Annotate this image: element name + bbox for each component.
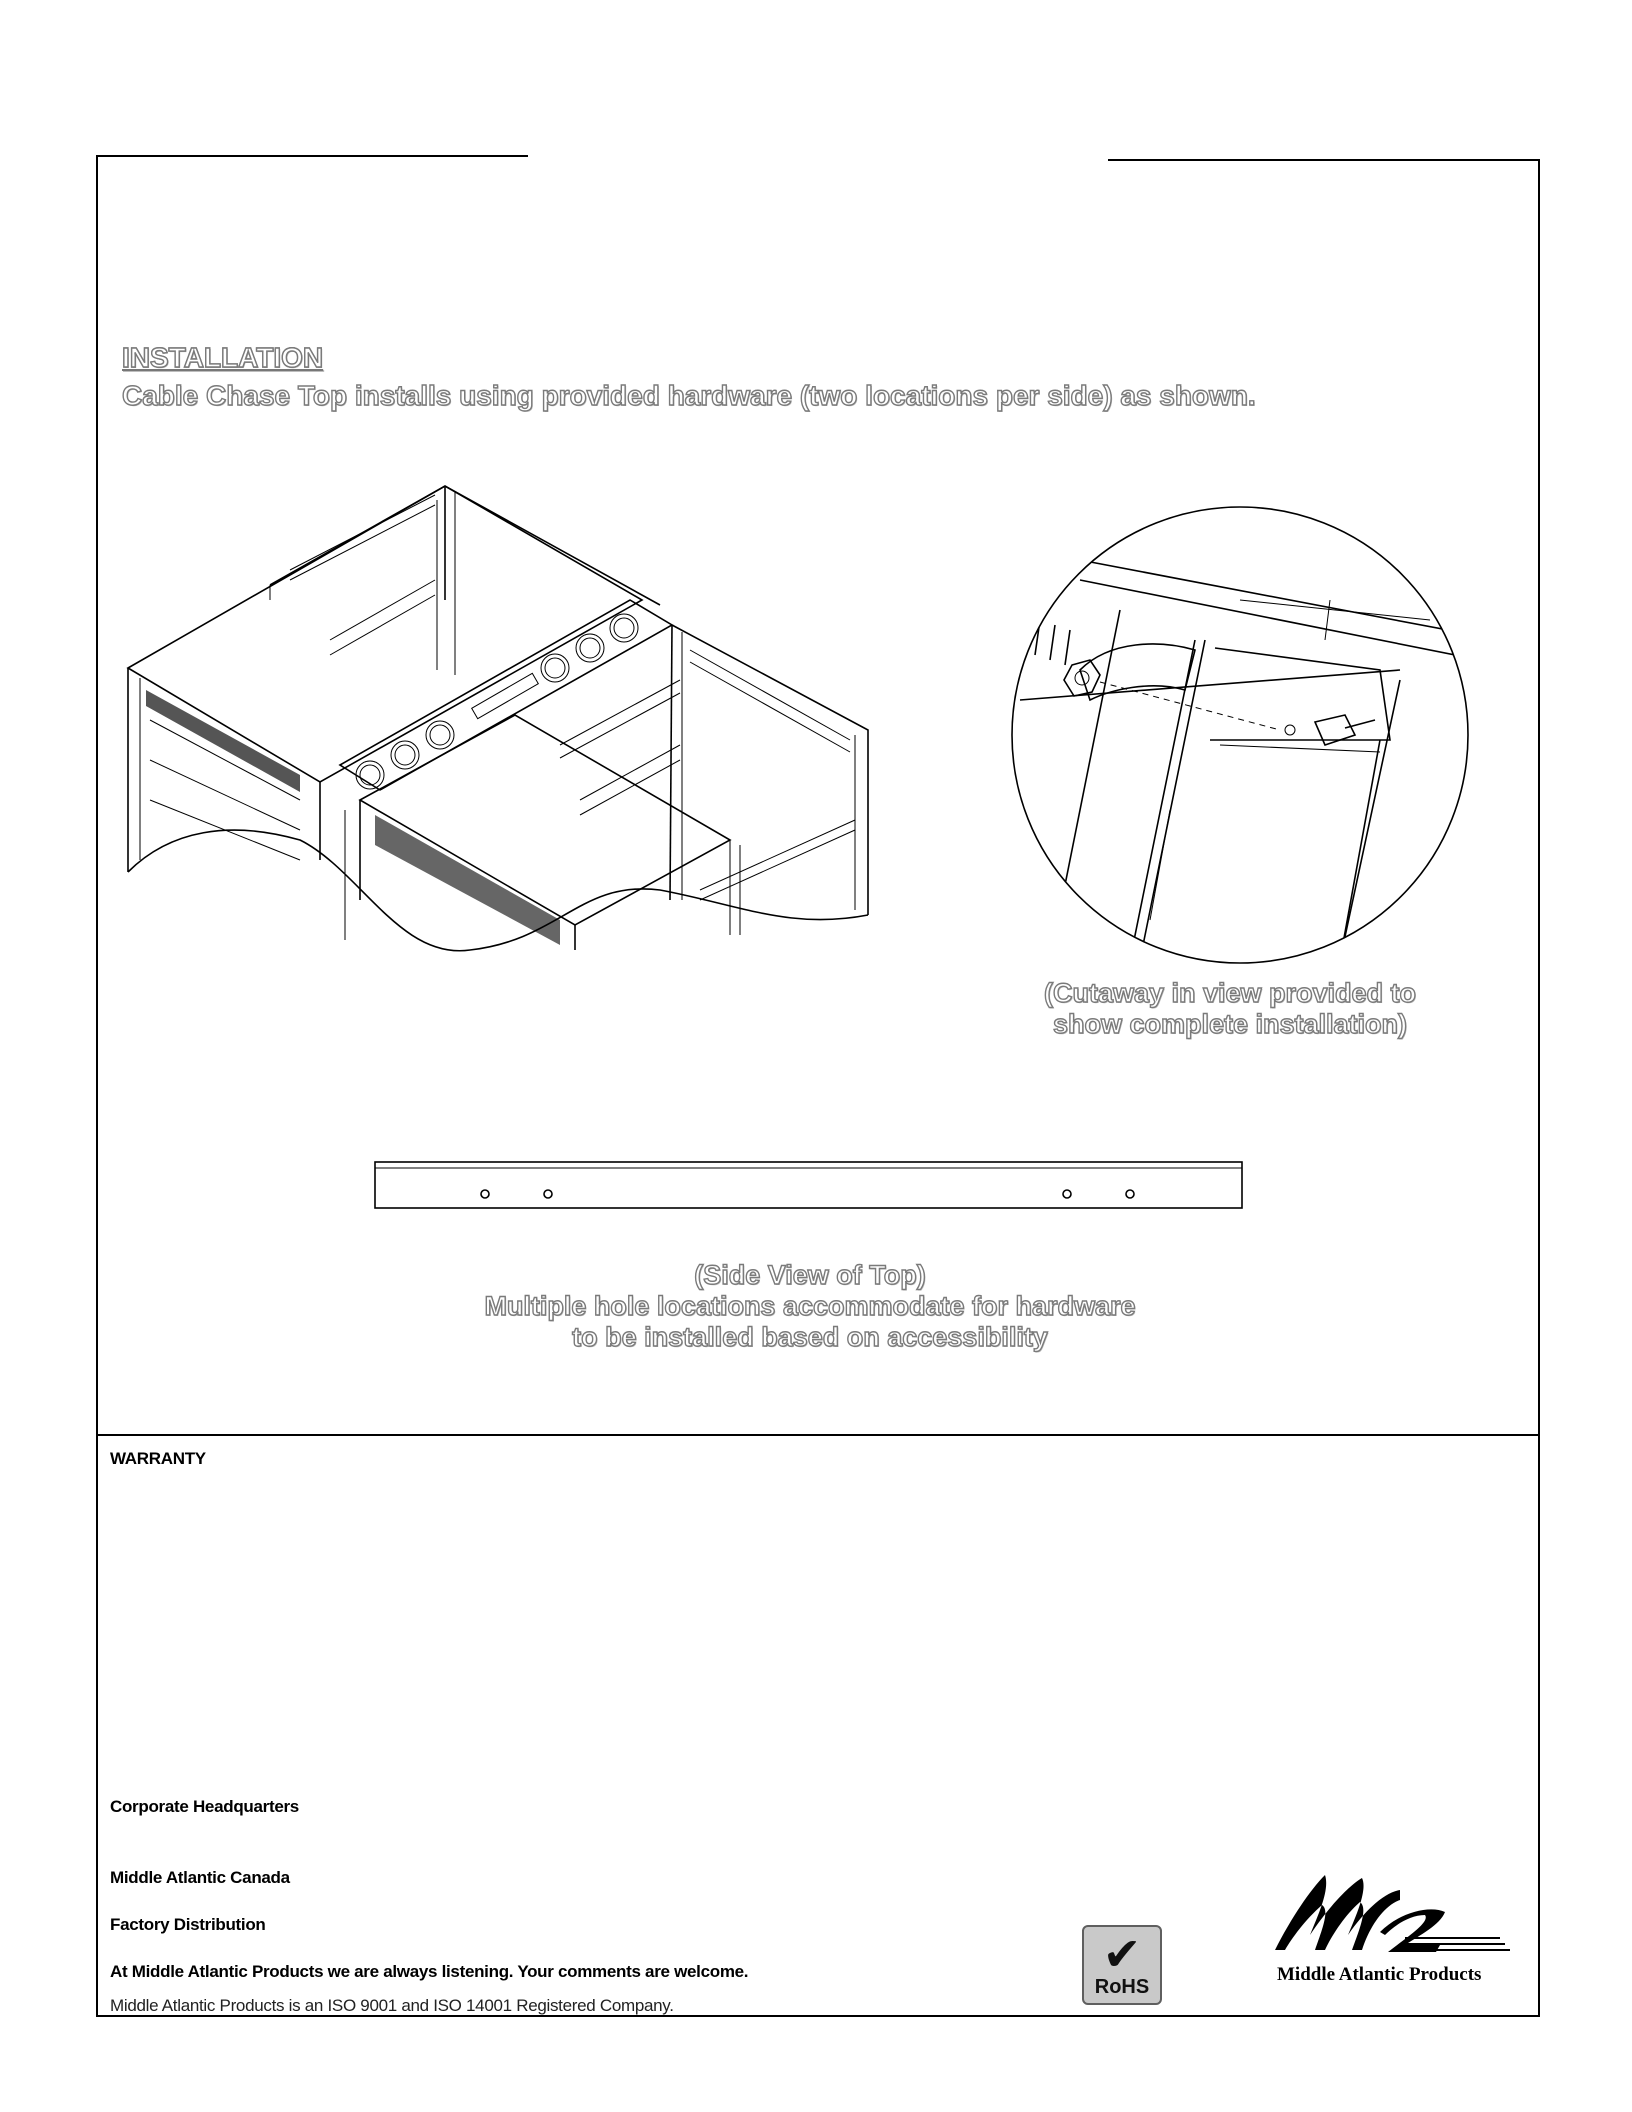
- cutaway-caption-line2: show complete installation): [1052, 1009, 1408, 1039]
- iso-registration-text: Middle Atlantic Products is an ISO 9001 and ISO 14001 Registered Company.: [110, 1996, 674, 2015]
- side-view-caption-line3: to be installed based on accessibility: [572, 1322, 1048, 1352]
- side-view-caption-line1: (Side View of Top): [694, 1260, 926, 1290]
- installation-heading: INSTALLATION: [122, 342, 324, 373]
- checkmark-icon: ✔: [1102, 1928, 1142, 1980]
- rohs-label: RoHS: [1094, 1976, 1150, 1998]
- comments-welcome-text: At Middle Atlantic Products we are always listening. Your comments are welcome.: [110, 1962, 749, 1981]
- middle-atlantic-logo-text: Middle Atlantic Products: [1277, 1964, 1482, 1985]
- installation-instructions: Cable Chase Top installs using provided hardware (two locations per side) as shown.: [122, 380, 1256, 411]
- middle-atlantic-canada-label: Middle Atlantic Canada: [110, 1868, 290, 1887]
- cutaway-caption-line1: (Cutaway in view provided to: [1043, 978, 1417, 1008]
- factory-distribution-label: Factory Distribution: [110, 1915, 266, 1934]
- side-view-caption-line2: Multiple hole locations accommodate for hardware: [484, 1291, 1136, 1321]
- warranty-heading: WARRANTY: [110, 1449, 206, 1468]
- corporate-headquarters-label: Corporate Headquarters: [110, 1797, 299, 1816]
